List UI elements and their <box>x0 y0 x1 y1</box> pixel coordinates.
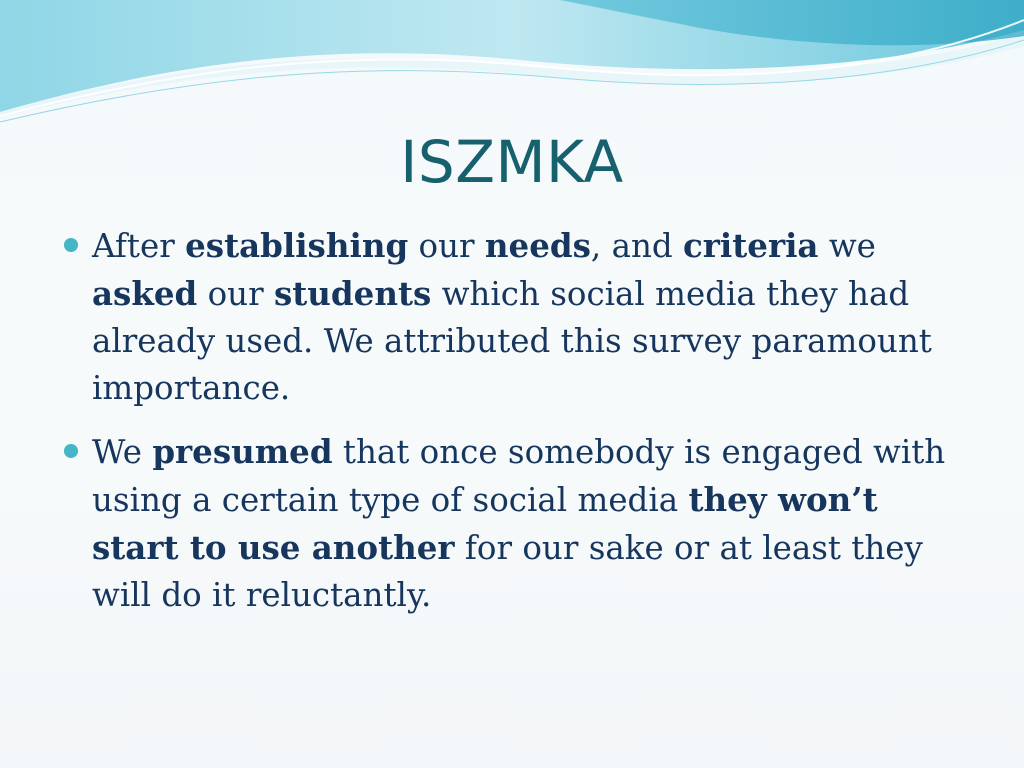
bullet-item <box>64 428 974 619</box>
bullet-list <box>64 222 974 635</box>
bullet-item <box>64 222 974 412</box>
bullet-text: After establishing our needs, and criteria we asked our students which social media they had already used. We attributed this survey paramount importance. <box>92 226 932 407</box>
decorative-wave-header <box>0 0 1024 130</box>
bullet-text: We presumed that once somebody is engaged with using a certain type of social media they won’t start to use another for our sake or at least they will do it reluctantly. <box>92 432 946 614</box>
bullet-dot-icon <box>64 238 78 252</box>
bullet-dot-icon <box>64 444 78 458</box>
slide-title: ISZMKA <box>400 128 624 196</box>
